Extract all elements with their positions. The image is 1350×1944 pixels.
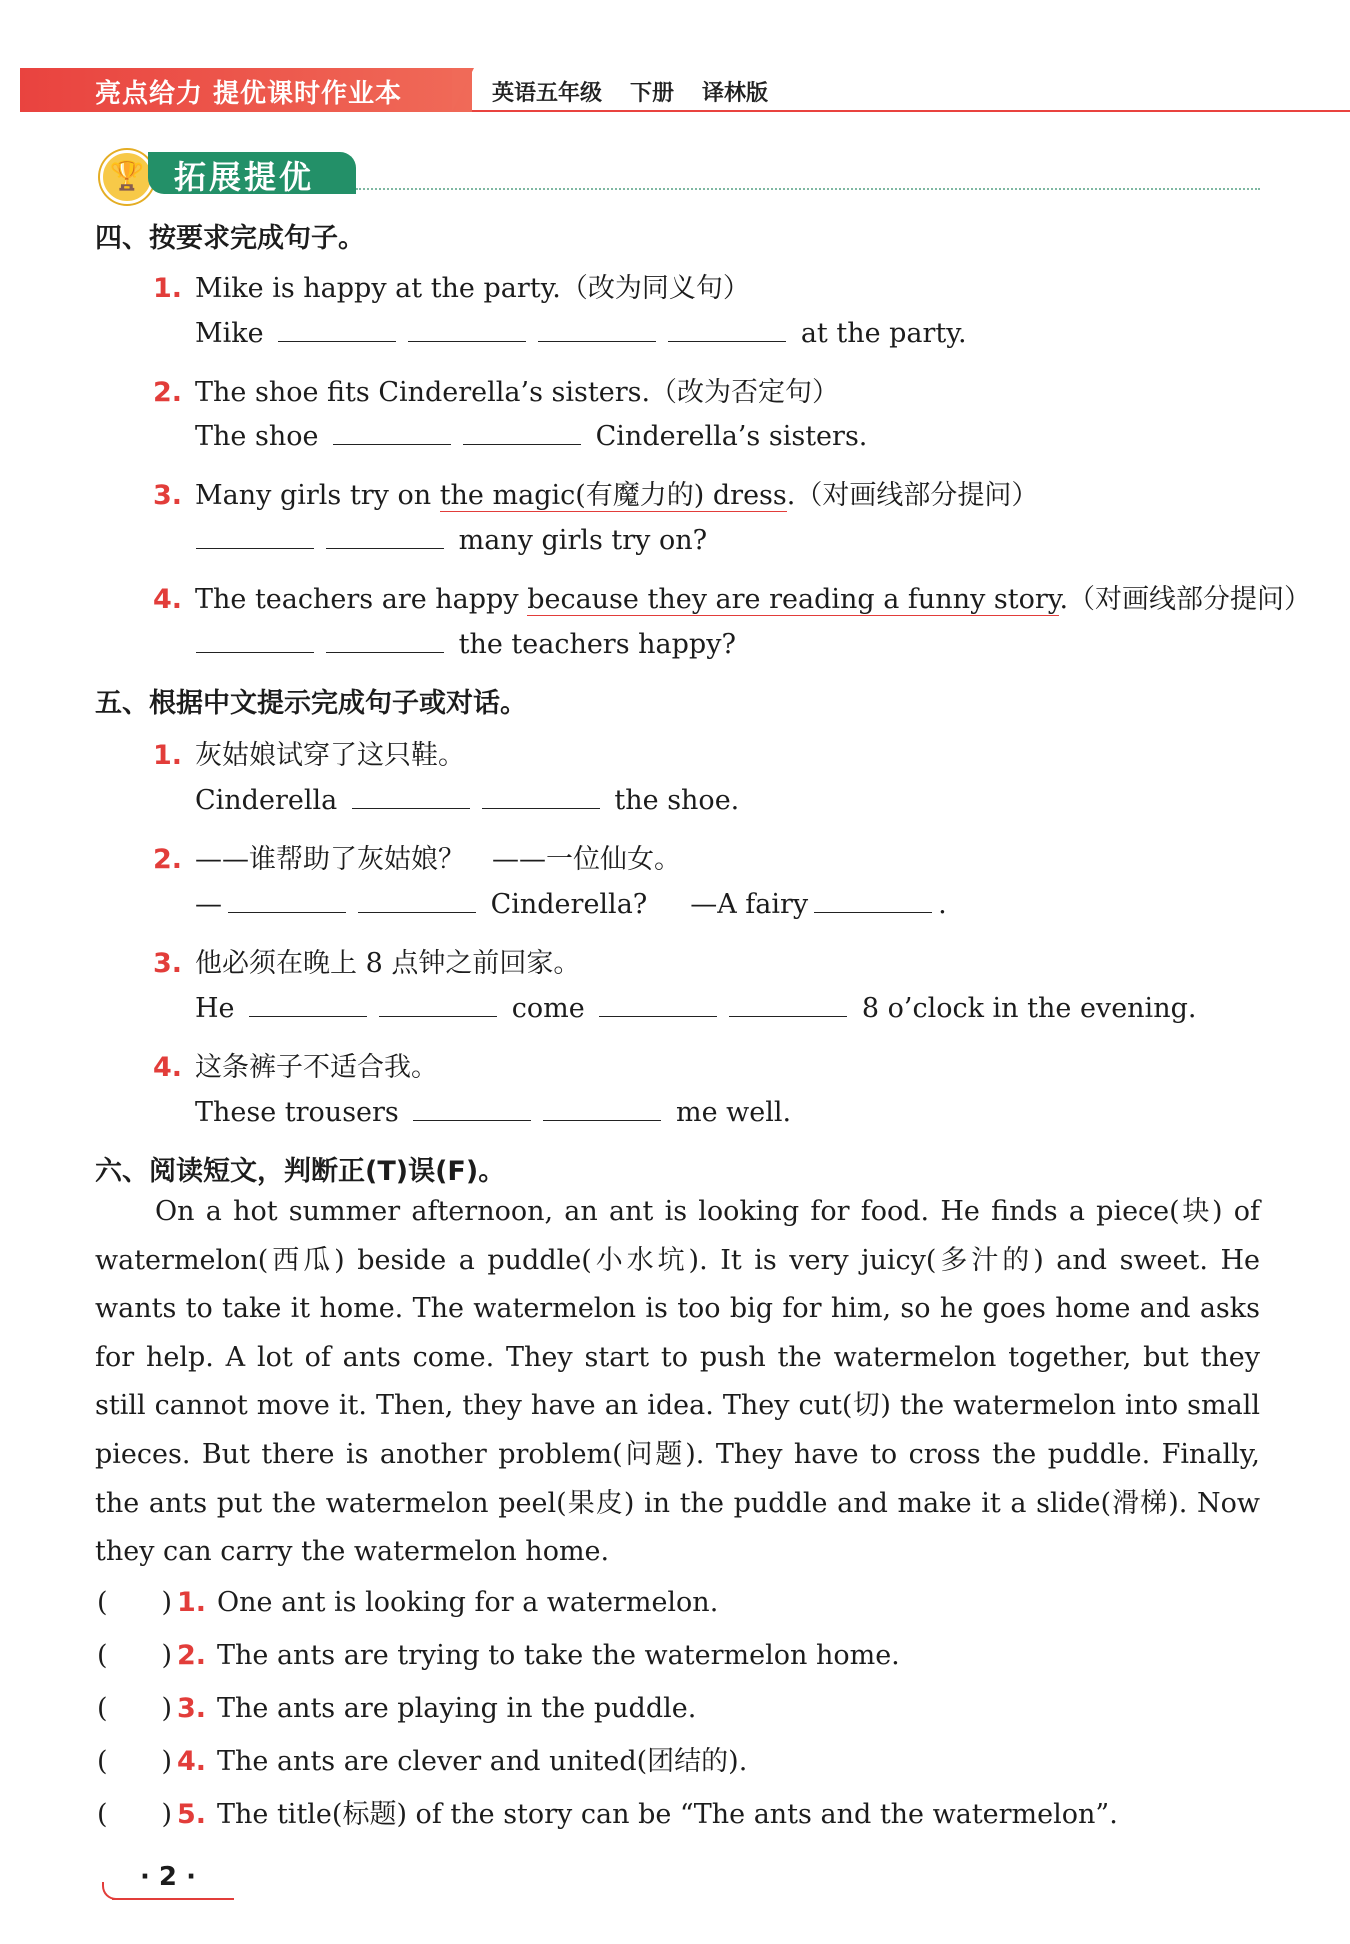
answer-blank[interactable] bbox=[333, 422, 451, 445]
statement-number: 5. bbox=[177, 1799, 207, 1830]
header-band-notch bbox=[452, 68, 474, 112]
answer-text: — bbox=[195, 889, 222, 920]
question-number: 2. bbox=[153, 844, 183, 875]
part5-q2-prompt bbox=[153, 837, 681, 876]
part5-q2-answer bbox=[195, 889, 947, 920]
part4-q1-prompt bbox=[153, 266, 750, 305]
underlined-part: the magic(有魔力的) dress bbox=[439, 480, 787, 511]
question-number: 3. bbox=[153, 948, 183, 979]
answer-blank[interactable] bbox=[814, 890, 932, 913]
statement-text: The ants are trying to take the watermelon home. bbox=[217, 1640, 900, 1671]
trophy-badge bbox=[100, 150, 154, 204]
answer-blank[interactable] bbox=[668, 319, 786, 342]
answer-text: the shoe. bbox=[614, 785, 740, 816]
part4-q2-prompt bbox=[153, 370, 839, 409]
answer-text: . bbox=[938, 889, 947, 920]
answer-blank[interactable] bbox=[413, 1098, 531, 1121]
question-number: 1. bbox=[153, 740, 183, 771]
answer-text: come bbox=[511, 993, 585, 1024]
tf-statement bbox=[97, 1792, 1118, 1831]
tf-statement bbox=[97, 1580, 718, 1619]
part4-q3-prompt bbox=[153, 473, 1038, 512]
part5-q3-prompt bbox=[153, 941, 580, 980]
part5-heading: 五、根据中文提示完成句子或对话。 bbox=[95, 688, 527, 719]
statement-text: The ants are clever and united(团结的). bbox=[217, 1746, 748, 1777]
answer-blank[interactable] bbox=[358, 890, 476, 913]
statement-text: The title(标题) of the story can be “The ants and the watermelon”. bbox=[217, 1799, 1118, 1830]
answer-blank[interactable] bbox=[352, 786, 470, 809]
answer-text: 8 o’clock in the evening. bbox=[861, 993, 1197, 1024]
answer-bracket[interactable]: ( ) bbox=[97, 1746, 173, 1777]
answer-text: These trousers bbox=[195, 1097, 399, 1128]
answer-text: —A fairy bbox=[690, 889, 809, 920]
part4-q1-answer bbox=[195, 318, 967, 349]
answer-blank[interactable] bbox=[538, 319, 656, 342]
answer-text: Mike bbox=[195, 318, 264, 349]
statement-number: 3. bbox=[177, 1693, 207, 1724]
header-rule bbox=[472, 110, 1350, 112]
answer-blank[interactable] bbox=[482, 786, 600, 809]
answer-bracket[interactable]: ( ) bbox=[97, 1640, 173, 1671]
tf-statement bbox=[97, 1686, 696, 1725]
answer-blank[interactable] bbox=[228, 890, 346, 913]
question-number: 3. bbox=[153, 480, 183, 511]
question-text: ——谁帮助了灰姑娘？ ——一位仙女。 bbox=[195, 844, 681, 875]
answer-blank[interactable] bbox=[249, 994, 367, 1017]
answer-blank[interactable] bbox=[326, 630, 444, 653]
book-brand: 亮点给力 提优课时作业本 bbox=[95, 79, 403, 109]
answer-blank[interactable] bbox=[408, 319, 526, 342]
reading-passage bbox=[95, 1188, 1260, 1577]
question-text: The teachers are happy bbox=[195, 584, 528, 615]
underlined-part: because they are reading a funny story bbox=[527, 584, 1060, 615]
answer-blank[interactable] bbox=[278, 319, 396, 342]
statement-number: 2. bbox=[177, 1640, 207, 1671]
answer-bracket[interactable]: ( ) bbox=[97, 1799, 173, 1830]
question-text: 灰姑娘试穿了这只鞋。 bbox=[195, 740, 465, 771]
answer-bracket[interactable]: ( ) bbox=[97, 1693, 173, 1724]
answer-blank[interactable] bbox=[196, 630, 314, 653]
volume: 下册 bbox=[630, 81, 675, 106]
part4-q4-answer bbox=[190, 629, 736, 660]
edition: 译林版 bbox=[702, 81, 769, 106]
answer-text: me well. bbox=[675, 1097, 792, 1128]
part4-q2-answer bbox=[195, 421, 867, 452]
trophy-icon: 🏆 bbox=[109, 159, 145, 192]
statement-number: 4. bbox=[177, 1746, 207, 1777]
question-text: Mike is happy at the party.（改为同义句） bbox=[195, 273, 750, 304]
passage-text: On a hot summer afternoon, an ant is looking for food. He finds a piece(块) of watermelon(西瓜) beside a puddle(小水坑). It is very juicy(多汁的) and sweet. He wants to take it home. The watermelon is too big for him, so he goes home and asks for help. A lot of ants come. They start to push the watermelon together, but they still cannot move it. Then, they have an idea. They cut(切) the watermelon into small pieces. But there is another problem(问题). They have to cross the puddle. Finally, the ants put the watermelon peel(果皮) in the puddle and make it a slide(滑梯). Now they can carry the watermelon home. bbox=[95, 1196, 1260, 1568]
answer-blank[interactable] bbox=[729, 994, 847, 1017]
page-number: · 2 · bbox=[140, 1862, 196, 1892]
statement-number: 1. bbox=[177, 1587, 207, 1618]
answer-blank[interactable] bbox=[543, 1098, 661, 1121]
answer-blank[interactable] bbox=[463, 422, 581, 445]
question-text: Many girls try on bbox=[195, 480, 440, 511]
answer-text: Cinderella? bbox=[490, 889, 648, 920]
statement-text: The ants are playing in the puddle. bbox=[217, 1693, 697, 1724]
question-number: 4. bbox=[153, 584, 183, 615]
answer-text: Cinderella’s sisters. bbox=[595, 421, 868, 452]
part5-q1-prompt bbox=[153, 733, 465, 772]
question-text: .（对画线部分提问） bbox=[786, 480, 1039, 511]
question-number: 2. bbox=[153, 377, 183, 408]
question-number: 1. bbox=[153, 273, 183, 304]
part5-q4-prompt bbox=[153, 1045, 438, 1084]
answer-text: at the party. bbox=[800, 318, 967, 349]
part4-q3-answer bbox=[190, 525, 707, 556]
answer-bracket[interactable]: ( ) bbox=[97, 1587, 173, 1618]
part4-q4-prompt bbox=[153, 577, 1311, 616]
page-number-rule bbox=[112, 1898, 234, 1900]
part5-q1-answer bbox=[195, 785, 739, 816]
tf-statement bbox=[97, 1633, 900, 1672]
question-text: The shoe fits Cinderella’s sisters.（改为否定句） bbox=[195, 377, 840, 408]
part5-q4-answer bbox=[195, 1097, 791, 1128]
answer-blank[interactable] bbox=[326, 526, 444, 549]
answer-blank[interactable] bbox=[196, 526, 314, 549]
banner-dotted-rule bbox=[356, 188, 1260, 190]
statement-text: One ant is looking for a watermelon. bbox=[217, 1587, 719, 1618]
question-text: .（对画线部分提问） bbox=[1059, 584, 1312, 615]
book-info bbox=[492, 76, 796, 107]
question-text: 他必须在晚上 8 点钟之前回家。 bbox=[195, 948, 581, 979]
answer-blank[interactable] bbox=[599, 994, 717, 1017]
answer-text: He bbox=[195, 993, 235, 1024]
answer-text: the teachers happy? bbox=[458, 629, 736, 660]
answer-text: Cinderella bbox=[195, 785, 338, 816]
answer-text: many girls try on? bbox=[458, 525, 708, 556]
part4-heading: 四、按要求完成句子。 bbox=[95, 223, 365, 254]
section-title: 拓展提优 bbox=[174, 158, 315, 196]
subject-grade: 英语五年级 bbox=[492, 81, 603, 106]
question-text: 这条裤子不适合我。 bbox=[195, 1052, 438, 1083]
answer-text: The shoe bbox=[195, 421, 319, 452]
part5-q3-answer bbox=[195, 993, 1196, 1024]
tf-statement bbox=[97, 1739, 747, 1778]
question-number: 4. bbox=[153, 1052, 183, 1083]
answer-blank[interactable] bbox=[379, 994, 497, 1017]
part6-heading: 六、阅读短文，判断正(T)误(F)。 bbox=[95, 1156, 506, 1187]
